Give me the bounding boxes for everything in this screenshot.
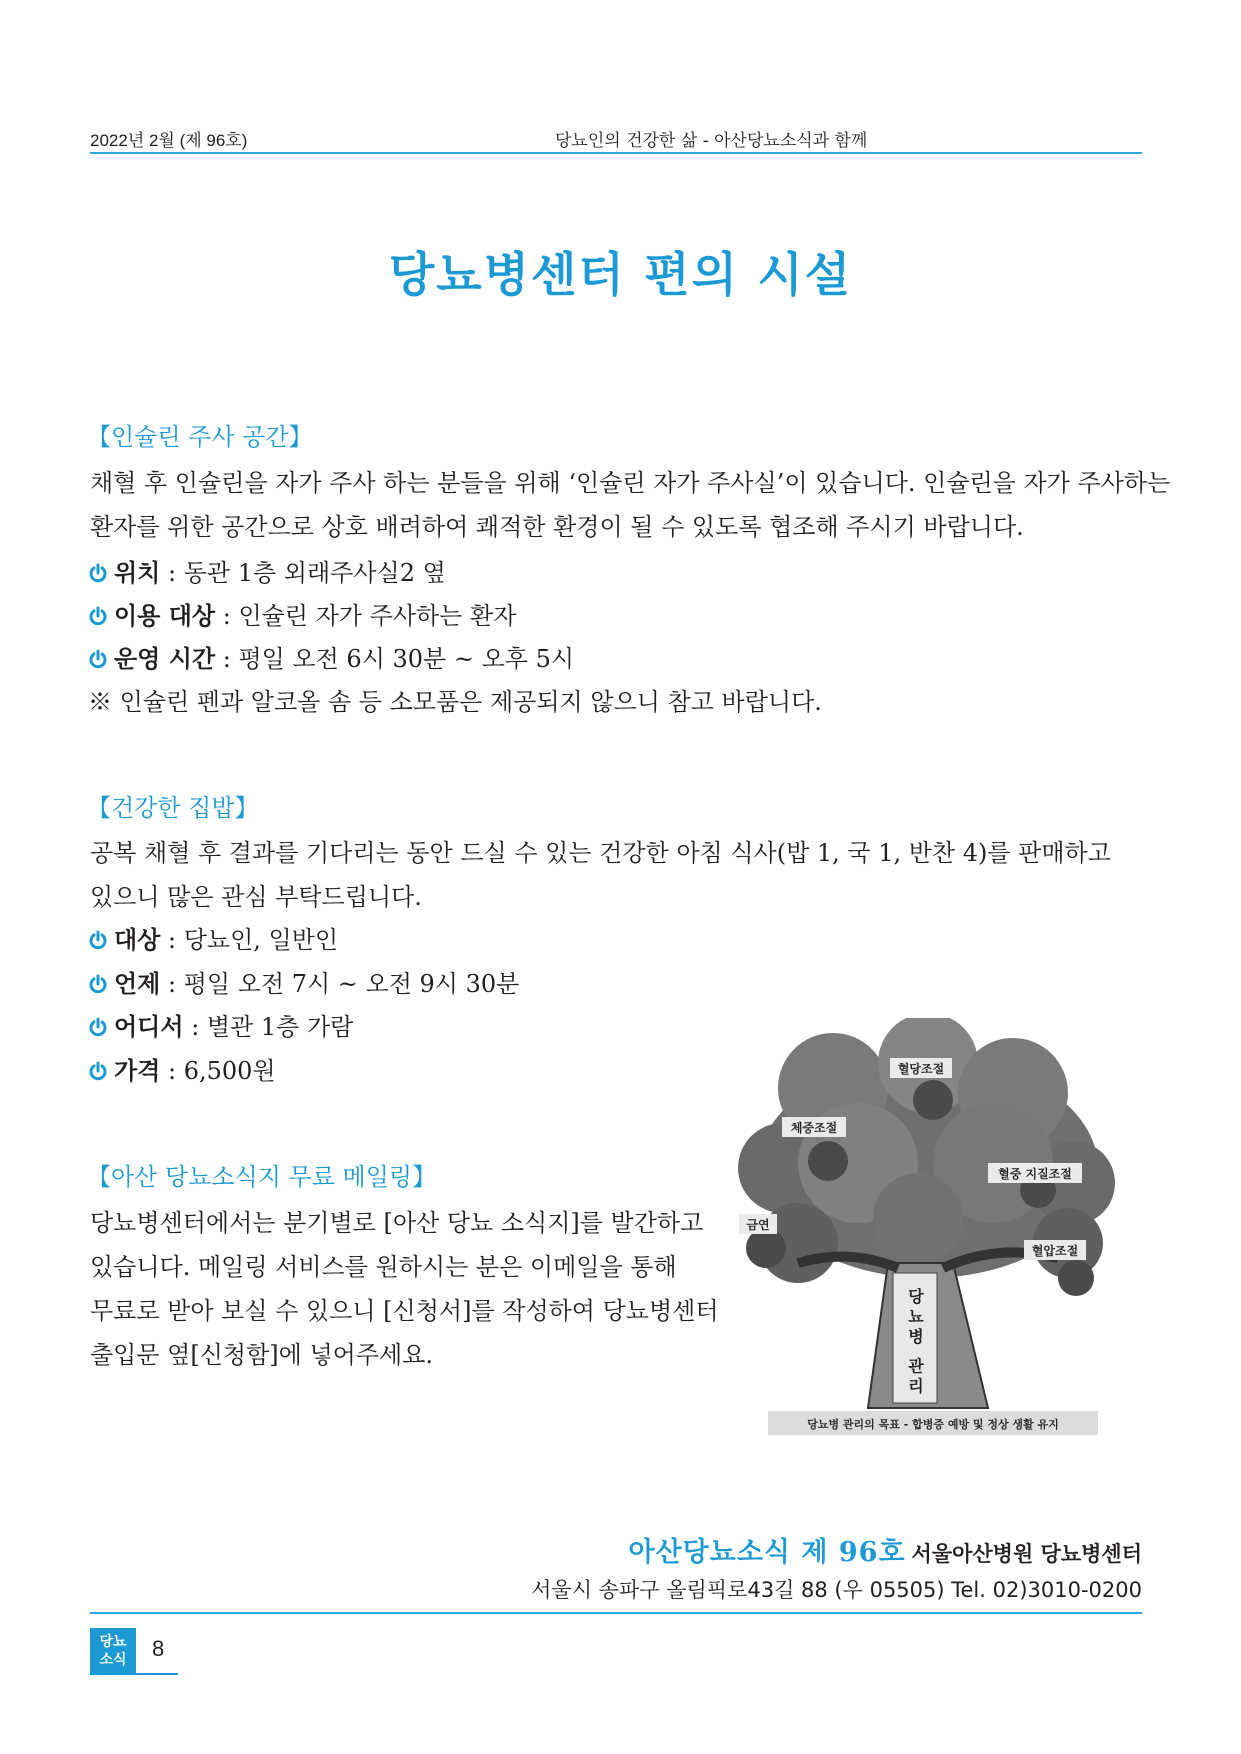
power-icon: [88, 930, 108, 950]
meal-target-item: [88, 920, 338, 960]
item-value: : 당뇨인, 일반인: [160, 926, 339, 954]
item-label: 가격: [114, 1057, 161, 1085]
diabetes-management-tree-illustration: [738, 1018, 1118, 1440]
power-icon: [88, 1061, 108, 1081]
item-value: : 인슐린 자가 주사하는 환자: [215, 602, 517, 630]
item-label: 운영 시간: [114, 645, 216, 673]
paragraph-line: 있으니 많은 관심 부탁드립니다.: [90, 883, 422, 911]
tree-label-blood-sugar: 혈당조절: [897, 1062, 945, 1076]
insulin-hours-item: [88, 639, 574, 679]
footer-divider: [90, 1612, 1142, 1614]
publication-footer: [629, 1530, 1143, 1569]
paragraph-line: 채혈 후 인슐린을 자가 주사 하는 분들을 위해 ‘인슐린 자가 주사실’이 있습니다. 인슐린을 자가 주사하는: [90, 469, 1171, 497]
tree-caption: 당뇨병 관리의 목표 - 합병증 예방 및 정상 생활 유지: [807, 1418, 1059, 1431]
item-value: : 6,500원: [160, 1057, 276, 1085]
item-value: : 평일 오전 7시 ~ 오전 9시 30분: [160, 970, 520, 998]
section-heading-meal: 【건강한 집밥】: [87, 794, 259, 822]
mailing-description: [90, 1201, 719, 1377]
insulin-note: ※ 인슐린 펜과 알코올 솜 등 소모품은 제공되지 않으니 참고 바랍니다.: [88, 688, 822, 716]
meal-time-item: [88, 964, 519, 1004]
issue-date: 2022년 2월 (제 96호): [90, 131, 248, 150]
meal-description: [90, 831, 1111, 919]
publisher-address: 서울시 송파구 올림픽로43길 88 (우 05505) Tel. 02)3010-0200: [531, 1578, 1142, 1602]
power-icon: [88, 606, 108, 626]
section-heading-insulin: 【인슐린 주사 공간】: [87, 423, 313, 451]
item-label: 대상: [114, 926, 161, 954]
item-value: : 별관 1층 가람: [183, 1013, 354, 1041]
publisher-org: 서울아산병원 당뇨병센터: [911, 1542, 1142, 1566]
series-title: 당뇨인의 건강한 삶 - 아산당뇨소식과 함께: [555, 131, 868, 151]
badge-line: 당뇨: [99, 1634, 127, 1650]
paragraph-line: 공복 채혈 후 결과를 기다리는 동안 드실 수 있는 건강한 아침 식사(밥 1, 국 1, 반찬 4)를 판매하고: [90, 839, 1111, 867]
meal-place-item: [88, 1007, 353, 1047]
item-value: : 동관 1층 외래주사실2 옆: [160, 559, 446, 587]
item-value: : 평일 오전 6시 30분 ~ 오후 5시: [215, 645, 575, 673]
item-label: 이용 대상: [114, 602, 216, 630]
insulin-location-item: [88, 553, 446, 593]
tree-label-lipid: 혈중 지질조절: [998, 1167, 1072, 1181]
paragraph-line: 당뇨병센터에서는 분기별로 [아산 당뇨 소식지]를 발간하고: [90, 1209, 704, 1237]
tree-label-weight: 체중조절: [790, 1121, 838, 1135]
tree-label-blood-pressure: 혈압조절: [1031, 1244, 1079, 1258]
tree-trunk: [798, 1252, 1058, 1408]
insulin-target-item: [88, 596, 516, 636]
paragraph-line: 무료로 받아 보실 수 있으니 [신청서]를 작성하여 당뇨병센터: [90, 1297, 719, 1325]
insulin-description: [90, 461, 1170, 549]
newsletter-badge: [90, 1628, 136, 1674]
power-icon: [88, 974, 108, 994]
power-icon: [88, 649, 108, 669]
item-label: 언제: [114, 970, 161, 998]
power-icon: [88, 563, 108, 583]
tree-label-smoking: 금연: [746, 1218, 770, 1232]
page-header: [90, 124, 1142, 154]
section-heading-mailing: 【아산 당뇨소식지 무료 메일링】: [87, 1163, 437, 1191]
item-label: 위치: [114, 559, 161, 587]
power-icon: [88, 1017, 108, 1037]
publication-name: 아산당뇨소식 제 96호: [628, 1537, 906, 1568]
meal-price-item: [88, 1051, 276, 1091]
tree-trunk-label: 당뇨병 관리: [905, 1288, 925, 1398]
item-label: 어디서: [114, 1013, 184, 1041]
badge-line: 소식: [99, 1652, 127, 1668]
paragraph-line: 있습니다. 메일링 서비스를 원하시는 분은 이메일을 통해: [90, 1253, 677, 1281]
page-number-underline: [90, 1673, 178, 1675]
paragraph-line: 환자를 위한 공간으로 상호 배려하여 쾌적한 환경이 될 수 있도록 협조해 주시기 바랍니다.: [90, 513, 1024, 541]
page-number: 8: [152, 1636, 165, 1661]
page-title: 당뇨병센터 편의 시설: [388, 248, 853, 303]
paragraph-line: 출입문 옆[신청함]에 넣어주세요.: [90, 1341, 434, 1369]
